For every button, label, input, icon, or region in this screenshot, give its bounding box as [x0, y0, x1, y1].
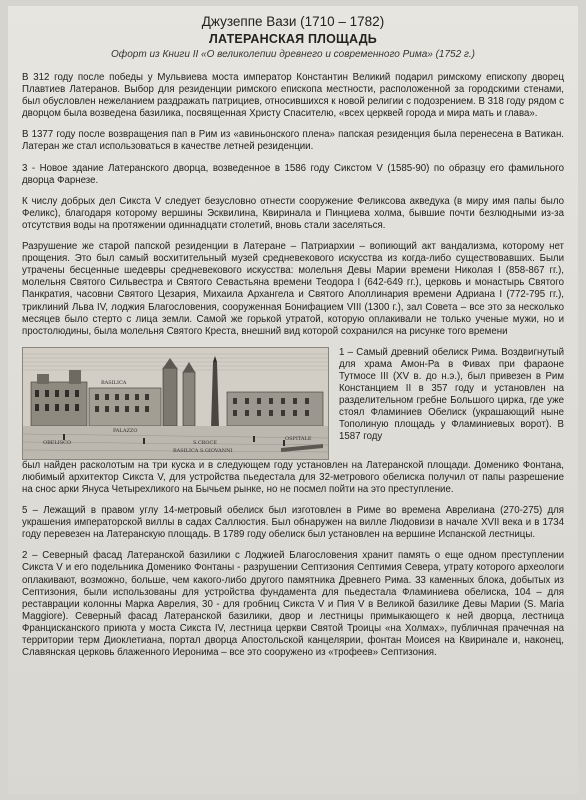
engraving-label-5: S.CROCE	[193, 439, 218, 446]
engraving-label-4: OSPITALE	[285, 435, 312, 442]
engraving-drawing	[23, 348, 328, 459]
subtitle: Офорт из Книги II «О великолепии древнего и современного Рима» (1752 г.)	[111, 49, 475, 60]
author-heading: Джузеппе Вази (1710 – 1782)	[201, 14, 385, 29]
engraving-label-2: BASILICA	[101, 379, 127, 386]
engraving-label-3: PALAZZO	[113, 427, 138, 434]
engraving-image	[22, 347, 329, 460]
obelisk-side-text: 1 – Самый древний обелиск Рима. Воздвигнутый для храма Амон-Ра в Фивах при фараоне Тутмосе III (XV в. до н.э.), был привезен в Рим Констанцием II в 357 году и установлен на разделительном гребне Большого цирка, где уже стоял Фламиниев Обелиск (украшающий ныне Тополиную площадь у Фламиниевых ворот). В 1587 году	[339, 346, 564, 443]
paragraph-septizonium: 2 – Северный фасад Латеранской базилики с Лоджией Благословения хранит память о еще одном преступлении Сикста V и его подельника Доменико Фонтаны - разрушении Септизония Септимия Севера, утрату которого археологи оплакивают, возможно, больше, чем какого-либо другого памятника Древнего Рима. 33 каменных блока, добытых из Септизония, были использованы для устройства фундамента для пьедестала Фламиниева обелиска, 104 – для реставрации колонны Марка Аврелия, 30 - для гробниц Сикста V и Пия V в Великой базилике Девы Марии (S. Maria Maggiore). Северный фасад Латеранской базилики, двор и лестницы примыкающего к ней дворца, лестница Францисканского приюта у моста Сикста IV, лестница церкви Святой Троицы «на Холмах», публичная прачечная на территории терм Диоклетиана, портал дворца Апостольской канцелярии, фонтан Моисея на Квиринале и, наконец, Славянская церковь блаженного Иеронима – все это сооружено из «трофеев» Септизония.	[22, 550, 564, 659]
figure-row	[22, 347, 564, 460]
page-title: ЛАТЕРАНСКАЯ ПЛОЩАДЬ	[209, 32, 377, 46]
obelisk-continuation: был найден расколотым на три куска и в следующем году установлен на Латеранской площади. Доменико Фонтана, любимый архитектор Сикста V, для устройства пьедестала для 32-метрового обелиска получил от папы разрешение на снос арки Януса Четырехликого на Бычьем рынке, но не посмел пойти на это преступление.	[22, 459, 564, 495]
paragraph-constantine: В 312 году после победы у Мульвиева моста император Константин Великий подарил римскому епископу дворец Плавтиев Латеранов. Выбор для резиденции римского епископа местности, расположенной за городскими стенами, был обусловлен нежеланием раздражать патрициев, относившихся к новой религии с подозрением. В 318 году рядом с дворцом была возведена базилика, посвященная Христу Спасителю, «всех церквей города и мира мать и глава».	[22, 72, 564, 120]
paragraph-aqueduct: К числу добрых дел Сикста V следует безусловно отнести сооружение Феликсова акведука (в миру имя папы было Феликс), благодаря которому вершины Эсквилина, Квиринала и Пинциева холма, бывшие почти безлюдными из-за отсутствия воды на протяжении одиннадцати столетий, вновь стали заселяться.	[22, 195, 564, 231]
paragraph-obelisk-5: 5 – Лежащий в правом углу 14-метровый обелиск был изготовлен в Риме во времена Аврелиана (270-275) для украшения императорской виллы в садах Саллюстия. Был обнаружен на вилле Людовизи в начале XVII века и в 1734 году перевезен на Латеранскую площадь. В 1789 году обелиск был установлен на вершине Испанской лестницы.	[22, 505, 564, 541]
engraving-label-1: OBELISCO	[43, 439, 72, 446]
paragraph-lateran-palace: 3 - Новое здание Латеранского дворца, возведенное в 1586 году Сикстом V (1585-90) по образцу его фамильного дворца Фарнезе.	[22, 162, 564, 186]
document-sheet	[8, 6, 578, 794]
paragraph-avignon: В 1377 году после возвращения пап в Рим из «авиньонского плена» папская резиденция была перенесена в Ватикан. Латеран же стал использоваться в качестве летней резиденции.	[22, 129, 564, 153]
paragraph-patriarchate: Разрушение же старой папской резиденции в Латеране – Патриархии – вопиющий акт вандализма, которому нет прощения. Это был самый восхитительный музей средневекового искусства из когда-либо существовавших. Были утрачены бесценные шедевры средневекового искусства: молельня Девы Марии времени Николая I (858-867 гг.), молельня Святого Сильвестра и Святого Севастьяна времени Теодора I (642-649 гг.), церковь и монастырь Святого Панкратия, часовни Святого Цезария, Михаила Архангела и Святого Аполлинария времени Адриана I (772-795 гг.), триклиний Льва IV, лоджия Благословения, сооруженная Бонифацием VIII (1300 г.), зал Совета – все это за несколько месяцев было стерто с лица земли. Самой же горькой утратой, которую оплакивали не только ученые мужи, но и простолюдины, была молельня Святого Креста, внешний вид которой сохранился на рисунке того времени	[22, 241, 564, 337]
engraving-label-6: BASILICA S.GIOVANNI	[173, 447, 233, 454]
